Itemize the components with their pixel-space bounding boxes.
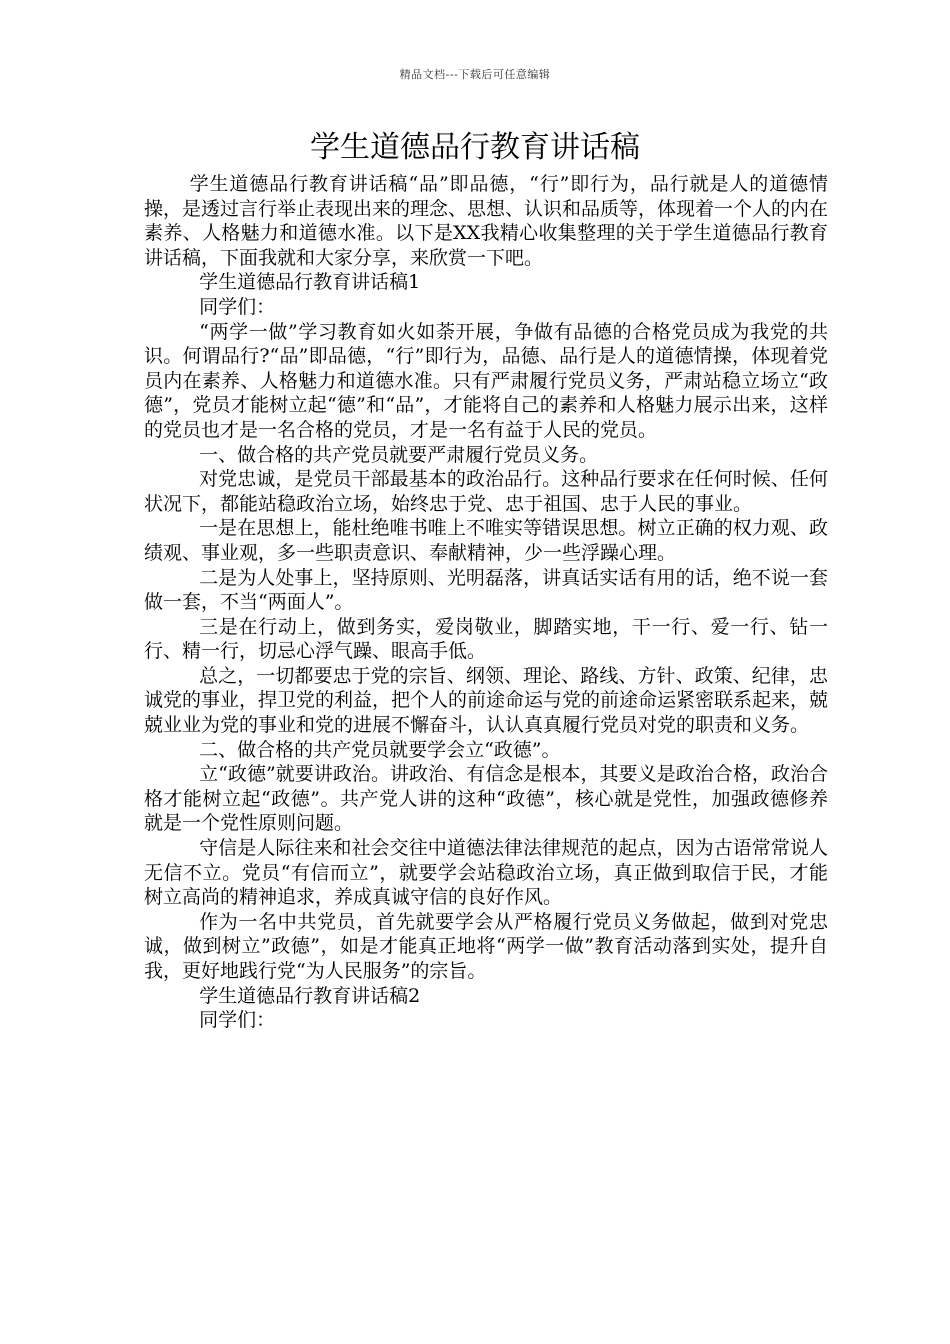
document-body [144, 172, 828, 1033]
paragraph: 立“政德”就要讲政治。讲政治、有信念是根本，其要义是政治合格，政治合格才能树立起“政德”。共产党人讲的这种“政德”，核心就是党性，加强政德修养就是一个党性原则问题。 [144, 763, 828, 835]
section-heading-1: 学生道德品行教育讲话稿1 [199, 271, 421, 294]
salutation: 同学们： [199, 295, 276, 318]
salutation: 同学们： [199, 1009, 276, 1032]
section-heading-2: 学生道德品行教育讲话稿2 [199, 984, 421, 1007]
document-title: 学生道德品行教育讲话稿 [310, 130, 640, 165]
paragraph: 对党忠诚，是党员干部最基本的政治品行。这种品行要求在任何时候、任何状况下，都能站稳政治立场，始终忠于党、忠于祖国、忠于人民的事业。 [144, 468, 828, 515]
subheading: 一、做合格的共产党员就要严肃履行党员义务。 [199, 443, 599, 466]
paragraph: 作为一名中共党员，首先就要学会从严格履行党员义务做起，做到对党忠诚，做到树立”政德”，如是才能真正地将“两学一做”教育活动落到实处，提升自我，更好地践行党“为人民服务”的宗旨。 [144, 910, 828, 982]
paragraph: 总之，一切都要忠于党的宗旨、纲领、理论、路线、方针、政策、纪律，忠诚党的事业，捍卫党的利益，把个人的前途命运与党的前途命运紧密联系起来，兢兢业业为党的事业和党的进展不懈奋斗，认认真真履行党员对党的职责和义务。 [144, 664, 829, 737]
paragraph: 一是在思想上，能杜绝唯书唯上不唯实等错误思想。树立正确的权力观、政绩观、事业观，多一些职责意识、奉献精神，少一些浮躁心理。 [144, 517, 828, 564]
subheading: 二、做合格的共产党员就要学会立“政德”。 [199, 738, 561, 761]
header-note: 精品文档---下载后可任意编辑 [399, 68, 551, 81]
paragraph: 三是在行动上，做到务实，爱岗敬业，脚踏实地，干一行、爱一行、钻一行、精一行，切忌心浮气躁、眼高手低。 [144, 615, 828, 663]
intro-paragraph: 学生道德品行教育讲话稿“品”即品德，“行”即行为，品行就是人的道德情操，是透过言行举止表现出来的理念、思想、认识和品质等，体现着一个人的内在素养、人格魅力和道德水准。以下是XX我精心收集整理的关于学生道德品行教育讲话稿，下面我就和大家分享，来欣赏一下吧。 [144, 173, 829, 269]
paragraph: 守信是人际往来和社会交往中道德法律法律规范的起点，因为古语常常说人无信不立。党员“有信而立”，就要学会站稳政治立场，真正做到取信于民，才能树立高尚的精神追求，养成真诚守信的良好作风。 [144, 837, 828, 909]
paragraph: 二是为人处事上，坚持原则、光明磊落，讲真话实话有用的话，绝不说一套做一套，不当“两面人”。 [144, 566, 828, 614]
paragraph: “两学一做”学习教育如火如荼开展，争做有品德的合格党员成为我党的共识。何谓品行?“品”即品德，“行”即行为，品德、品行是人的道德情操，体现着党员内在素养、人格魅力和道德水准。只有严肃履行党员义务，严肃站稳立场立“政德”，党员才能树立起“德”和“品”，才能将自己的素养和人格魅力展示出来，这样的党员也才是一名合格的党员，才是一名有益于人民的党员。 [144, 320, 828, 441]
